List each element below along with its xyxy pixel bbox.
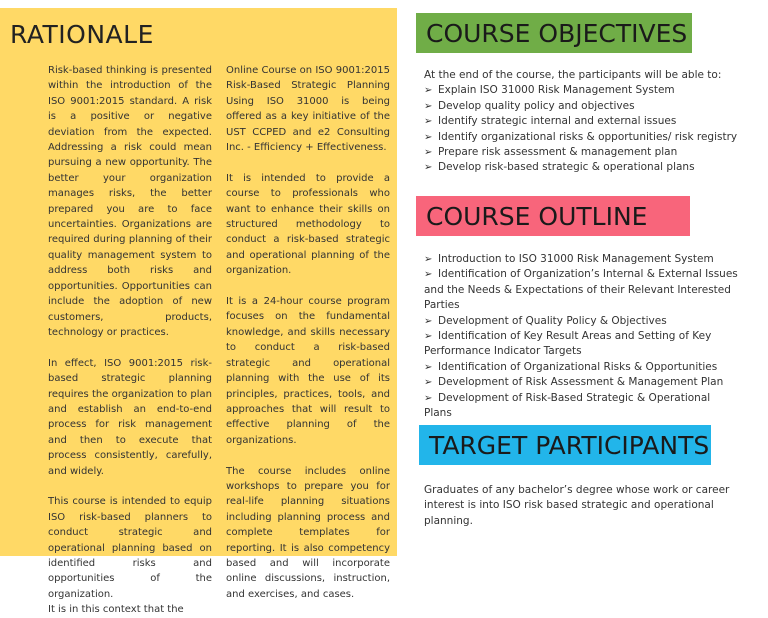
list-item: ➢ Prepare risk assessment & management plan [424, 145, 764, 160]
list-item: ➢ Identification of Key Result Areas and Setting of Key Performance Indicator Targets [424, 330, 712, 358]
list-item: ➢ Develop risk-based strategic & operational plans [424, 160, 764, 175]
rationale-title: RATIONALE [10, 20, 154, 49]
list-item: ➢ Development of Risk-Based Strategic & Operational Plans [424, 391, 711, 420]
arrow-bullet-icon: ➢ [424, 331, 433, 343]
arrow-bullet-icon: ➢ [424, 100, 433, 112]
arrow-bullet-icon: ➢ [424, 85, 433, 97]
arrow-bullet-icon: ➢ [424, 361, 433, 373]
arrow-bullet-icon: ➢ [424, 131, 433, 143]
rationale-paragraph: The course includes online workshops to prepare you for real-life planning situations including planning process and complete templates for reporting. It is also competency based and will incorporate online discussions, instruction, and exercises, and cases. [226, 465, 390, 600]
list-item: ➢ Development of Quality Policy & Objectives [424, 314, 740, 329]
rationale-paragraph: Risk-based thinking is presented within the introduction of the ISO 9001:2015 standard. A risk is a positive or negative deviation from the expected. Addressing a risk could mean pursuing a new opportunity. The better your organization manages risks, the better prepared you are to face uncertainties. Organizations are required during planning of their quality management system to address both risks and opportunities. Opportunities can include the adoption of new customers, products, technology or practices. [48, 65, 212, 338]
rationale-paragraph: Online Course on ISO 9001:2015 Risk-Based Strategic Planning Using ISO 31000 is being offered as a key initiative of the UST CCPED and e2 Consulting Inc. - Efficiency + Effectiveness. [226, 65, 390, 154]
rationale-paragraph: It is a 24-hour course program focuses on the fundamental knowledge, and skills necessary to conduct a risk-based strategic and operational planning with the use of its principles, practices, tools, and approaches that will result to effective planning of the organizations. [226, 296, 390, 446]
list-item: ➢ Identification of Organization’s Internal & External Issues and the Needs & Expectations of their Relevant Interested Parties [424, 268, 738, 312]
rationale-panel [0, 8, 397, 616]
arrow-bullet-icon: ➢ [424, 377, 433, 389]
target-title: TARGET PARTICIPANTS [419, 425, 711, 465]
list-item: ➢ Identify strategic internal and external issues [424, 114, 764, 129]
arrow-bullet-icon: ➢ [424, 254, 433, 265]
rationale-paragraph: In effect, ISO 9001:2015 risk-based strategic planning requires the organization to plan and establish an end-to-end process for risk management and then to execute that process consistently, carefully, and widely. [48, 357, 212, 477]
list-item: ➢ Introduction to ISO 31000 Risk Management System [424, 252, 740, 267]
outline-block [424, 252, 740, 421]
list-item: ➢ Identify organizational risks & opportunities/ risk registry [424, 130, 764, 145]
outline-list [424, 252, 740, 421]
list-item: ➢ Explain ISO 31000 Risk Management System [424, 83, 764, 98]
objectives-block [424, 68, 764, 176]
arrow-bullet-icon: ➢ [424, 269, 433, 281]
arrow-bullet-icon: ➢ [424, 116, 433, 128]
list-item: ➢ Development of Risk Assessment & Management Plan [424, 375, 740, 390]
rationale-paragraph: It is in this context that the [48, 604, 184, 616]
outline-title: COURSE OUTLINE [416, 196, 690, 236]
rationale-paragraph: It is intended to provide a course to professionals who want to enhance their skills on structured methodology to conduct a risk-based strategic and operational planning of the organization. [226, 172, 390, 277]
rationale-right-column [226, 63, 390, 602]
target-text: Graduates of any bachelor’s degree whose work or career interest is into ISO risk based strategic and operational planning. [424, 484, 730, 527]
objectives-title: COURSE OBJECTIVES [416, 13, 692, 53]
list-item: ➢ Identification of Organizational Risks & Opportunities [424, 360, 740, 375]
arrow-bullet-icon: ➢ [424, 392, 433, 404]
objectives-list [424, 83, 764, 175]
rationale-paragraph: This course is intended to equip ISO risk-based planners to conduct strategic and operational planning based on identified risks and opportunities of the organization. [48, 496, 212, 600]
arrow-bullet-icon: ➢ [424, 162, 433, 174]
rationale-left-column [48, 63, 212, 618]
arrow-bullet-icon: ➢ [424, 147, 433, 159]
objectives-intro: At the end of the course, the participants will be able to: [424, 69, 722, 81]
arrow-bullet-icon: ➢ [424, 315, 433, 327]
list-item: ➢ Develop quality policy and objectives [424, 99, 764, 114]
